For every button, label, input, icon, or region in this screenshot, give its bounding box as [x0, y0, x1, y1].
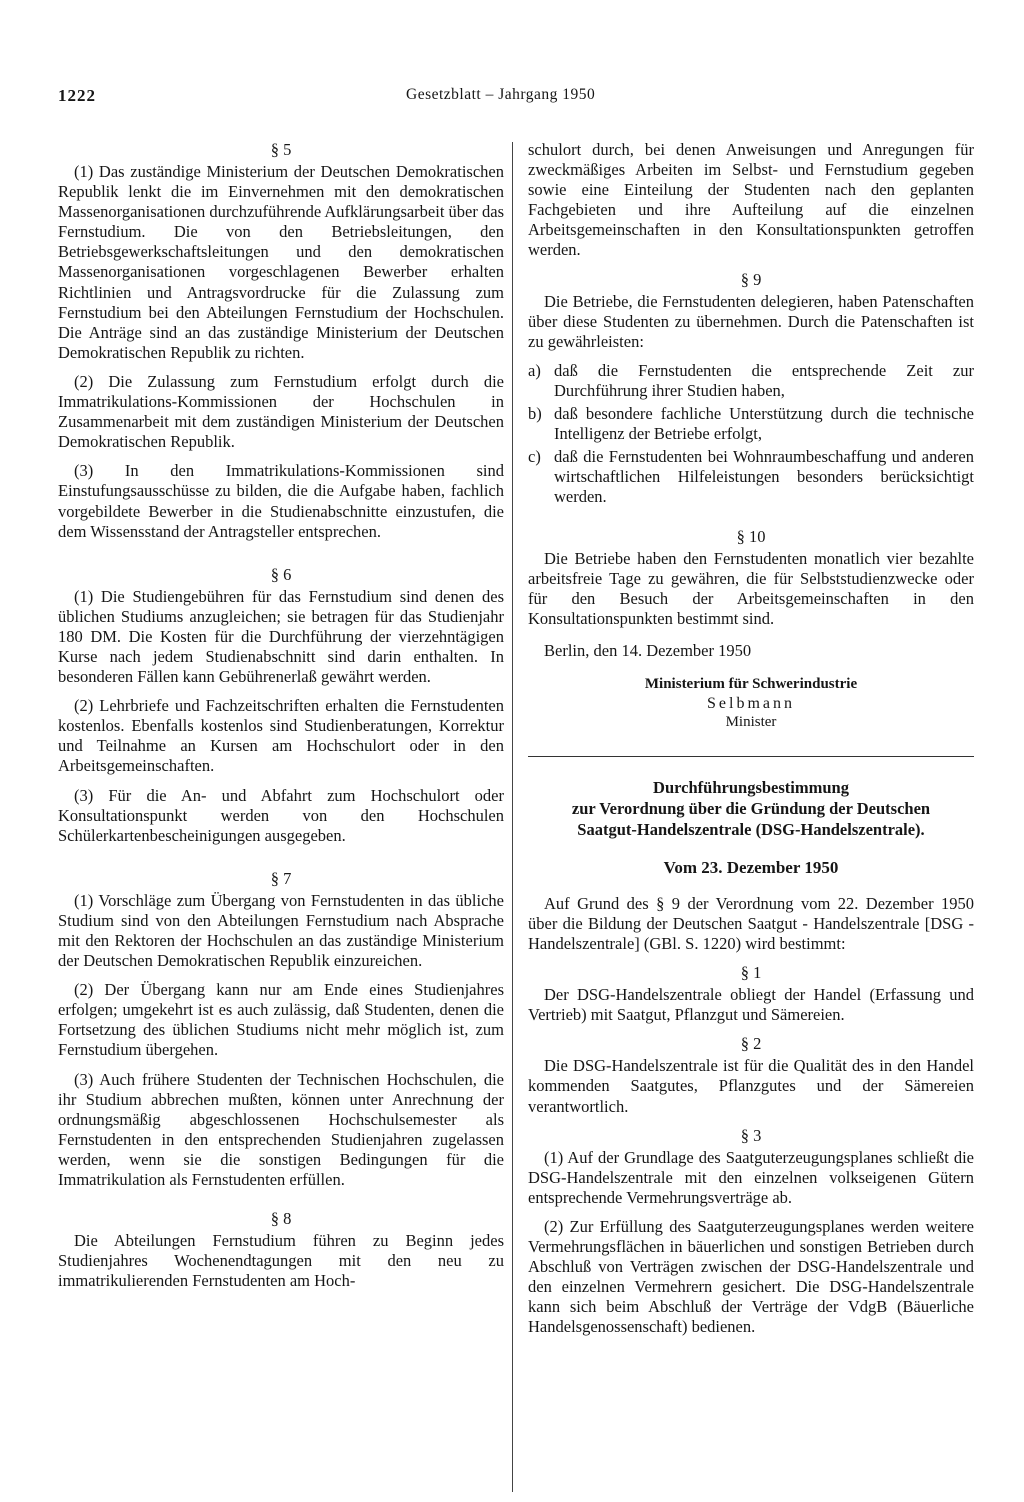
signature-organization: Ministerium für Schwerindustrie	[644, 675, 858, 692]
section-10-heading: § 10	[736, 526, 766, 546]
signature-name: Selbmann	[707, 694, 795, 712]
date-line: Berlin, den 14. Dezember 1950	[544, 640, 752, 660]
decree-title-line-3: Saatgut-Handelszentrale (DSG-Handelszentrale).	[577, 819, 925, 839]
section-6-paragraph-2: (2) Lehrbriefe und Fachzeitschriften erhalten die Fernstudenten kostenlos. Ebenfalls kostenlos sind Studienberatungen, Korrektur und Teilnahme an Kursen am Hochschulort oder in den Arbeitsgemeinschaften.	[58, 696, 504, 776]
decree-section-3-heading: § 3	[740, 1125, 762, 1145]
decree-section-3-paragraph-1: (1) Auf der Grundlage des Saatguterzeugungsplanes schließt die DSG-Handelszentrale mit den einzelnen volkseigenen Gütern entsprechende Vermehrungsverträge ab.	[528, 1147, 974, 1207]
section-5-paragraph-3: (3) In den Immatrikulations-Kommissionen sind Einstufungsausschüsse zu bilden, die die Aufgabe haben, fachlich vorgebildete Bewerber in die Studienabschnitte einzustufen, die dem Wissensstand der Antragsteller entsprechen.	[58, 461, 504, 541]
section-5-paragraph-1: (1) Das zuständige Ministerium der Deutschen Demokratischen Republik lenkt die im Einvernehmen mit den demokratischen Massenorganisationen durchzuführende Aufklärungsarbeit über das Fernstudium. Die von den Betriebsleitungen, den Betriebsgewerkschaftsleitungen und den demokratischen Massenorganisationen vorgeschlagenen Bewerber erhalten Richtlinien und Antragsvordrucke für die Zulassung zum Fernstudium bei den Abteilungen Fernstudium der Hochschulen. Die Anträge sind an das zuständige Ministerium der Deutschen Demokratischen Republik zu richten.	[58, 162, 504, 362]
decree-title-line-2: zur Verordnung über die Gründung der Deutschen	[571, 798, 931, 818]
list-marker: c)	[528, 447, 541, 467]
section-6-heading: § 6	[270, 564, 292, 584]
list-text: daß die Fernstudenten bei Wohnraumbeschaffung und anderen wirtschaftlichen Hilfeleistungen besonders berücksichtigt werden.	[554, 447, 974, 507]
list-item	[528, 361, 974, 401]
section-8-heading: § 8	[270, 1209, 292, 1229]
decree-section-1-heading: § 1	[740, 963, 762, 983]
decree-title-line-1: Durchführungsbestimmung	[653, 777, 849, 797]
page-number: 1222	[58, 86, 96, 105]
decree-section-1-text: Der DSG-Handelszentrale obliegt der Handel (Erfassung und Vertrieb) mit Saatgut, Pflanzgut und Sämereien.	[528, 985, 974, 1025]
right-column	[528, 140, 974, 1346]
section-9-heading: § 9	[740, 269, 762, 289]
list-text: daß besondere fachliche Unterstützung durch die technische Intelligenz der Betriebe erfolgt,	[554, 404, 974, 444]
list-item	[528, 404, 974, 444]
list-marker: b)	[528, 404, 542, 424]
section-9-intro: Die Betriebe, die Fernstudenten delegieren, haben Patenschaften über diese Studenten zu übernehmen. Durch die Patenschaften ist zu gewährleisten:	[528, 291, 974, 351]
page-header	[58, 86, 958, 110]
section-6-paragraph-1: (1) Die Studiengebühren für das Fernstudium sind denen des üblichen Studiums anzugleichen; sie betragen für das Studienjahr 180 DM. Die Kosten für die Durchführung der vierzehntägigen Kurse nach jedem Studienabschnitt sind darin enthalten. In besonderen Fällen kann Gebührenerlaß gewährt werden.	[58, 586, 504, 687]
list-item	[528, 447, 974, 507]
list-text: daß die Fernstudenten die entsprechende Zeit zur Durchführung ihrer Studien haben,	[554, 360, 974, 400]
section-9-list	[528, 361, 974, 508]
section-5-paragraph-2: (2) Die Zulassung zum Fernstudium erfolgt durch die Immatrikulations-Kommissionen der Hochschulen in Zusammenarbeit mit dem zuständigen Ministerium der Deutschen Demokratischen Republik.	[58, 371, 504, 452]
signature-block	[528, 675, 974, 732]
running-title: Gesetzblatt – Jahrgang 1950	[406, 86, 596, 103]
decree-date: Vom 23. Dezember 1950	[663, 857, 839, 877]
list-marker: a)	[528, 360, 541, 380]
decree-section-2-text: Die DSG-Handelszentrale ist für die Qualität des in den Handel kommenden Saatgutes, Pflanzgutes und der Sämereien verantwortlich.	[528, 1056, 974, 1116]
section-7-paragraph-2: (2) Der Übergang kann nur am Ende eines Studienjahres erfolgen; umgekehrt ist es auch zulässig, daß Studenten, denen die Fortsetzung des üblichen Studiums nicht mehr möglich ist, zum Fernstudium übergehen.	[58, 980, 504, 1060]
section-8-paragraph-1: Die Abteilungen Fernstudium führen zu Beginn jedes Studienjahres Wochenendtagungen mit den neu zu immatrikulierenden Fernstudenten am Hoch-	[58, 1231, 504, 1291]
section-10-paragraph: Die Betriebe haben den Fernstudenten monatlich vier bezahlte arbeitsfreie Tage zu gewähren, die für Selbststudienzwecke oder für den Besuch der Arbeitsgemeinschaften in den Konsultationspunkten bestimmt sind.	[528, 548, 974, 628]
left-column	[58, 140, 504, 1300]
section-7-paragraph-1: (1) Vorschläge zum Übergang von Fernstudenten in das übliche Studium sind von den Abteilungen Fernstudium nach Absprache mit den Rektoren der Hochschulen an das zuständige Ministerium der Deutschen Demokratischen Republik einzureichen.	[58, 890, 504, 971]
decree-section-2-heading: § 2	[740, 1034, 762, 1054]
decree-intro: Auf Grund des § 9 der Verordnung vom 22. Dezember 1950 über die Bildung der Deutschen Saatgut - Handelszentrale [DSG - Handelszentrale] (GBl. S. 1220) wird bestimmt:	[528, 893, 974, 954]
decree-section-3-paragraph-2: (2) Zur Erfüllung des Saatguterzeugungsplanes werden weitere Vermehrungsflächen in bäuerlichen und sonstigen Betrieben durch Abschluß von Verträgen zwischen der DSG-Handelszentrale und den einzelnen Vermehrern gesichert. Die DSG-Handelszentrale kann sich beim Abschluß der Verträge der VdgB (Bäuerliche Handelsgenossenschaft) bedienen.	[528, 1216, 974, 1337]
section-6-paragraph-3: (3) Für die An- und Abfahrt zum Hochschulort oder Konsultationspunkt werden von den Hochschulen Schülerkartenbescheinigungen ausgegeben.	[58, 785, 504, 845]
section-5-heading: § 5	[270, 140, 292, 159]
column-rule	[512, 142, 513, 1492]
signature-role: Minister	[725, 713, 777, 730]
section-8-continuation: schulort durch, bei denen Anweisungen und Anregungen für zweckmäßiges Arbeiten im Selbst- und Fernstudium gegeben sowie eine Einteilung der Studenten nach den geplanten Fachgebieten und ihre Aufteilung auf die einzelnen Arbeitsgemeinschaften in den Konsultationspunkten getroffen werden.	[528, 140, 974, 260]
section-7-heading: § 7	[270, 868, 292, 888]
section-divider	[528, 756, 974, 757]
section-7-paragraph-3: (3) Auch frühere Studenten der Technischen Hochschulen, die ihr Studium abbrechen mußten, können unter Anrechnung der ordnungsmäßig abgeschlossenen Hochschulsemester als Fernstudenten in den entsprechenden Studienjahren zugelassen werden, wenn sie die sonstigen Bedingungen für die Immatrikulation als Fernstudenten erfüllen.	[58, 1069, 504, 1190]
